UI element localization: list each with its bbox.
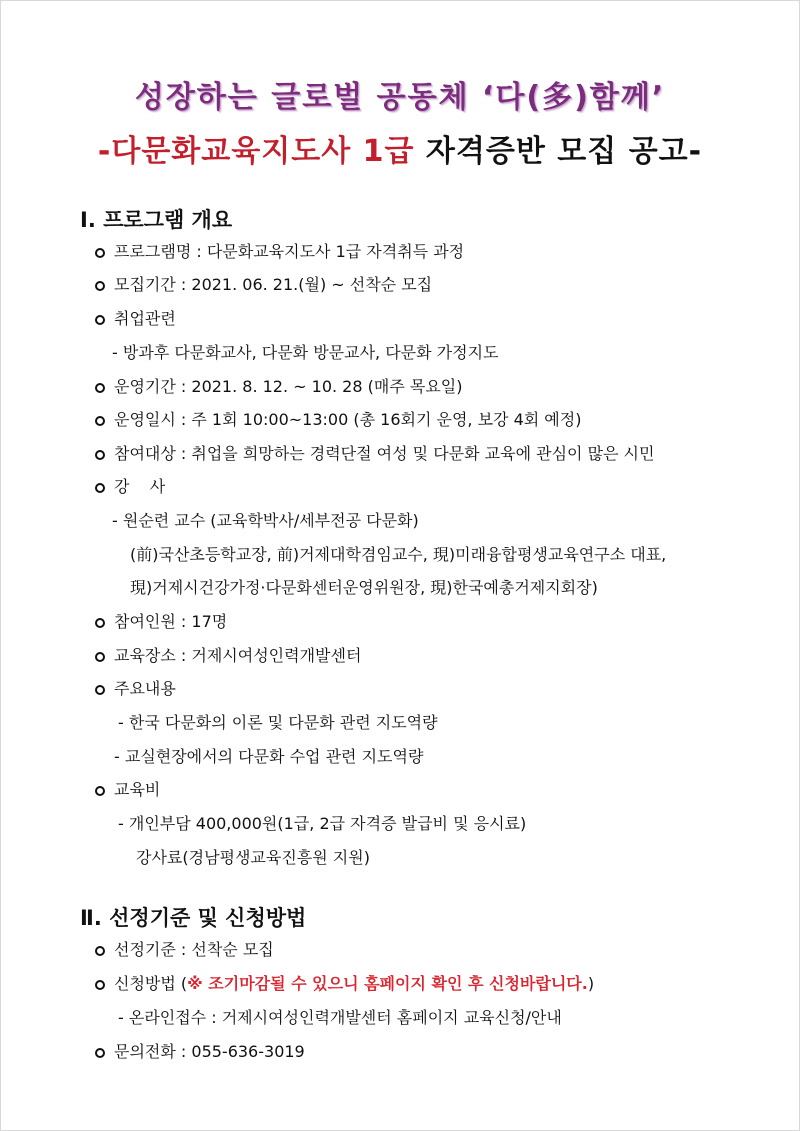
sub-item-instructor-career-1: (前)국산초등학교장, 前)거제대학겸임교수, 現)미래융합평생교육연구소 대표, (130, 545, 667, 564)
sub-item-content-1: - 한국 다문화의 이론 및 다문화 관련 지도역량 (118, 713, 438, 732)
title-line-2-red: -다문화교육지도사 1급 (97, 134, 415, 169)
bullet-circle-icon (95, 383, 105, 393)
bullet-circle-icon (95, 483, 105, 493)
bullet-circle-icon (95, 248, 105, 258)
list-item-target: 참여대상 : 취업을 희망하는 경력단절 여성 및 다문화 교육에 관심이 많은 시민 (95, 442, 654, 466)
sub-item-tuition-lecturer: 강사료(경남평생교육진흥원 지원) (136, 848, 370, 867)
bullet-circle-icon (95, 315, 105, 325)
bullet-circle-icon (95, 786, 105, 796)
list-item-selection-criteria: 선정기준 : 선착순 모집 (95, 938, 274, 962)
bullet-circle-icon (95, 685, 105, 695)
list-item-contact-phone: 문의전화 : 055-636-3019 (95, 1040, 305, 1064)
list-item-program-name: 프로그램명 : 다문화교육지도사 1급 자격취득 과정 (95, 240, 464, 264)
sub-item-online-application: - 온라인접수 : 거제시여성인력개발센터 홈페이지 교육신청/안내 (118, 1008, 562, 1027)
bullet-circle-icon (95, 980, 105, 990)
sub-item-instructor-name: - 원순련 교수 (교육학박사/세부전공 다문화) (112, 511, 419, 530)
sub-item-instructor-career-2: 現)거제시건강가정·다문화센터운영위원장, 現)한국예총거제지회장) (130, 578, 598, 597)
sub-item-content-2: - 교실현장에서의 다문화 수업 관련 지도역량 (114, 747, 424, 766)
list-item-recruit-period: 모집기간 : 2021. 06. 21.(월) ~ 선착순 모집 (95, 273, 432, 297)
bullet-circle-icon (95, 1048, 105, 1058)
bullet-circle-icon (95, 946, 105, 956)
list-item-employment: 취업관련 (95, 307, 176, 331)
bullet-circle-icon (95, 652, 105, 662)
list-item-application-method: 신청방법 (※ 조기마감될 수 있으니 홈페이지 확인 후 신청바랍니다.) (95, 972, 594, 996)
list-item-participants: 참여인원 : 17명 (95, 610, 227, 634)
bullet-circle-icon (95, 450, 105, 460)
section-heading-2: Ⅱ. 선정기준 및 신청방법 (80, 906, 307, 930)
list-item-instructor: 강 사 (95, 475, 165, 499)
section-heading-1: Ⅰ. 프로그램 개요 (80, 208, 233, 232)
bullet-circle-icon (95, 416, 105, 426)
title-line-1: 성장하는 글로벌 공동체 ‘다(多)함께’ (134, 80, 666, 115)
title-line-2 (0, 126, 800, 170)
sub-item-employment: - 방과후 다문화교사, 다문화 방문교사, 다문화 가정지도 (112, 343, 499, 362)
list-item-main-content: 주요내용 (95, 677, 176, 701)
application-notice: ※ 조기마감될 수 있으니 홈페이지 확인 후 신청바랍니다. (187, 974, 588, 993)
title-line-2-black: 자격증반 모집 공고- (414, 134, 703, 169)
list-item-operation-time: 운영일시 : 주 1회 10:00~13:00 (총 16회기 운영, 보강 4회 예정) (95, 408, 581, 432)
bullet-circle-icon (95, 618, 105, 628)
list-item-operation-period: 운영기간 : 2021. 8. 12. ~ 10. 28 (매주 목요일) (95, 375, 462, 399)
list-item-location: 교육장소 : 거제시여성인력개발센터 (95, 644, 361, 668)
sub-item-tuition-personal: - 개인부담 400,000원(1급, 2급 자격증 발급비 및 응시료) (118, 814, 527, 833)
bullet-circle-icon (95, 281, 105, 291)
list-item-tuition: 교육비 (95, 778, 160, 802)
